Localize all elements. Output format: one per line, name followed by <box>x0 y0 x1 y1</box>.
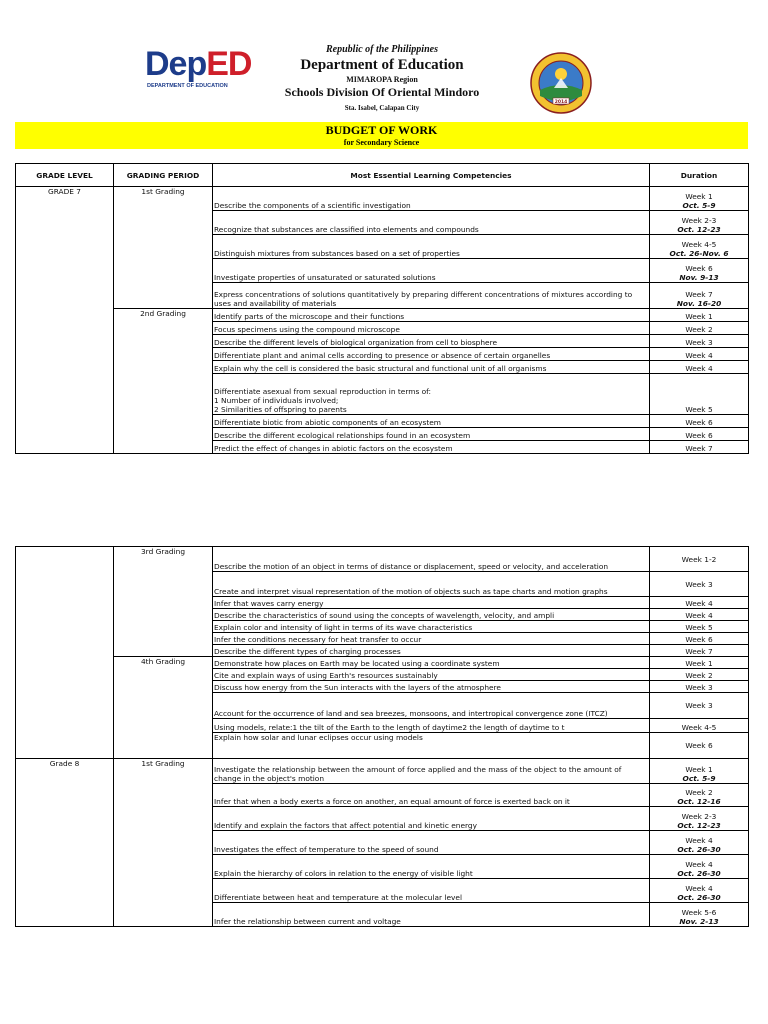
duration-cell: Week 4 <box>650 609 749 621</box>
division-seal-icon <box>530 52 592 114</box>
period-cell: 4th Grading <box>114 657 213 759</box>
col-grade-level: GRADE LEVEL <box>16 164 114 187</box>
duration-cell: Week 6 Nov. 9-13 <box>650 259 749 283</box>
grade-cell: Grade 8 <box>16 759 114 927</box>
competency-cell: Explain the hierarchy of colors in relation to the energy of visible light <box>213 855 650 879</box>
duration-cell: Week 4-5 Oct. 26-Nov. 6 <box>650 235 749 259</box>
city-line: Sta. Isabel, Calapan City <box>344 104 420 112</box>
competency-cell: Describe the different types of charging processes <box>213 645 650 657</box>
grade-cell <box>16 547 114 759</box>
competency-cell: Explain why the cell is considered the basic structural and functional unit of all organisms <box>213 361 650 374</box>
competency-cell: Describe the different levels of biological organization from cell to biosphere <box>213 335 650 348</box>
competency-cell: Describe the motion of an object in terms of distance or displacement, speed or velocity, and acceleration <box>213 547 650 572</box>
competency-cell: Cite and explain ways of using Earth's resources sustainably <box>213 669 650 681</box>
duration-cell: Week 2-3 Oct. 12-23 <box>650 211 749 235</box>
letterhead <box>270 44 494 114</box>
duration-cell: Week 3 <box>650 572 749 597</box>
col-competencies: Most Essential Learning Competencies <box>213 164 650 187</box>
period-cell: 3rd Grading <box>114 547 213 657</box>
duration-cell: Week 6 <box>650 633 749 645</box>
division-line: Schools Division Of Oriental Mindoro <box>284 85 480 99</box>
duration-cell: Week 6 <box>650 733 749 759</box>
competency-cell: Identify and explain the factors that affect potential and kinetic energy <box>213 807 650 831</box>
competency-cell: Infer the relationship between current and voltage <box>213 903 650 927</box>
competency-cell: Explain color and intensity of light in terms of its wave characteristics <box>213 621 650 633</box>
competency-cell: Recognize that substances are classified into elements and compounds <box>213 211 650 235</box>
competency-cell: Investigates the effect of temperature to the speed of sound <box>213 831 650 855</box>
competency-cell: Investigate the relationship between the amount of force applied and the mass of the object to the amount of change in the object's motion <box>213 759 650 784</box>
duration-cell: Week 2-3 Oct. 12-23 <box>650 807 749 831</box>
duration-cell: Week 1 <box>650 657 749 669</box>
period-cell: 2nd Grading <box>114 309 213 454</box>
competency-cell: Differentiate plant and animal cells according to presence or absence of certain organelles <box>213 348 650 361</box>
competency-cell: Differentiate asexual from sexual reproduction in terms of: 1 Number of individuals involved; 2 Similarities of offspring to parents <box>213 374 650 415</box>
duration-cell: Week 1 <box>650 309 749 322</box>
duration-cell: Week 1-2 <box>650 547 749 572</box>
department-line: Department of Education <box>300 57 464 73</box>
competency-cell: Investigate properties of unsaturated or saturated solutions <box>213 259 650 283</box>
col-grading-period: GRADING PERIOD <box>114 164 213 187</box>
competency-cell: Infer that waves carry energy <box>213 597 650 609</box>
competency-cell: Identify parts of the microscope and their functions <box>213 309 650 322</box>
period-cell: 1st Grading <box>114 759 213 927</box>
budget-table-page-2 <box>15 546 749 927</box>
deped-logo-text: DepED <box>145 45 252 83</box>
competency-cell: Focus specimens using the compound microscope <box>213 322 650 335</box>
competency-cell: Differentiate between heat and temperature at the molecular level <box>213 879 650 903</box>
svg-text:2014: 2014 <box>554 100 568 105</box>
competency-cell: Distinguish mixtures from substances based on a set of properties <box>213 235 650 259</box>
duration-cell: Week 5 <box>650 621 749 633</box>
competency-cell: Describe the components of a scientific investigation <box>213 187 650 211</box>
competency-cell: Using models, relate:1 the tilt of the Earth to the length of daytime2 the length of daytime to t <box>213 719 650 733</box>
document-title: BUDGET OF WORK <box>325 123 438 137</box>
duration-cell: Week 5-6 Nov. 2-13 <box>650 903 749 927</box>
table-row <box>16 759 749 784</box>
competency-cell: Differentiate biotic from abiotic components of an ecosystem <box>213 415 650 428</box>
competency-cell: Express concentrations of solutions quantitatively by preparing different concentrations of mixtures according to uses and availability of materials <box>213 283 650 309</box>
duration-cell: Week 3 <box>650 335 749 348</box>
competency-cell: Describe the characteristics of sound using the concepts of wavelength, velocity, and ampli <box>213 609 650 621</box>
duration-cell: Week 2 <box>650 322 749 335</box>
title-banner <box>15 122 748 149</box>
competency-cell: Describe the different ecological relationships found in an ecosystem <box>213 428 650 441</box>
region-line: MIMAROPA Region <box>346 75 418 84</box>
table-row <box>16 657 749 669</box>
page-gap <box>0 457 768 545</box>
duration-cell: Week 4 <box>650 597 749 609</box>
duration-cell: Week 4-5 <box>650 719 749 733</box>
grade-cell: GRADE 7 <box>16 187 114 454</box>
table-row <box>16 547 749 572</box>
republic-line: Republic of the Philippines <box>326 44 438 55</box>
duration-cell: Week 1 Oct. 5-9 <box>650 187 749 211</box>
duration-cell: Week 7 <box>650 441 749 454</box>
duration-cell: Week 6 <box>650 428 749 441</box>
table-row <box>16 309 749 322</box>
competency-cell: Discuss how energy from the Sun interacts with the layers of the atmosphere <box>213 681 650 693</box>
period-cell: 1st Grading <box>114 187 213 309</box>
competency-cell: Demonstrate how places on Earth may be located using a coordinate system <box>213 657 650 669</box>
duration-cell: Week 4 Oct. 26-30 <box>650 855 749 879</box>
deped-logo <box>145 45 257 95</box>
duration-cell: Week 4 <box>650 348 749 361</box>
duration-cell: Week 4 <box>650 361 749 374</box>
duration-cell: Week 2 Oct. 12-16 <box>650 784 749 807</box>
competency-cell: Infer the conditions necessary for heat transfer to occur <box>213 633 650 645</box>
duration-cell: Week 4 Oct. 26-30 <box>650 831 749 855</box>
competency-cell: Explain how solar and lunar eclipses occur using models <box>213 733 650 759</box>
duration-cell: Week 7 Nov. 16-20 <box>650 283 749 309</box>
duration-cell: Week 2 <box>650 669 749 681</box>
budget-table-page-1 <box>15 163 749 454</box>
competency-cell: Create and interpret visual representation of the motion of objects such as tape charts and motion graphs <box>213 572 650 597</box>
document-subtitle: for Secondary Science <box>343 138 420 147</box>
duration-cell: Week 4 Oct. 26-30 <box>650 879 749 903</box>
duration-cell: Week 5 <box>650 374 749 415</box>
duration-cell: Week 1 Oct. 5-9 <box>650 759 749 784</box>
competency-cell: Account for the occurrence of land and sea breezes, monsoons, and intertropical convergence zone (ITCZ) <box>213 693 650 719</box>
duration-cell: Week 3 <box>650 681 749 693</box>
table-row <box>16 187 749 211</box>
duration-cell: Week 3 <box>650 693 749 719</box>
duration-cell: Week 7 <box>650 645 749 657</box>
deped-logo-subtitle: DEPARTMENT OF EDUCATION <box>147 83 228 89</box>
col-duration: Duration <box>650 164 749 187</box>
table-header-row <box>16 164 749 187</box>
duration-cell: Week 6 <box>650 415 749 428</box>
competency-cell: Infer that when a body exerts a force on another, an equal amount of force is exerted back on it <box>213 784 650 807</box>
competency-cell: Predict the effect of changes in abiotic factors on the ecosystem <box>213 441 650 454</box>
